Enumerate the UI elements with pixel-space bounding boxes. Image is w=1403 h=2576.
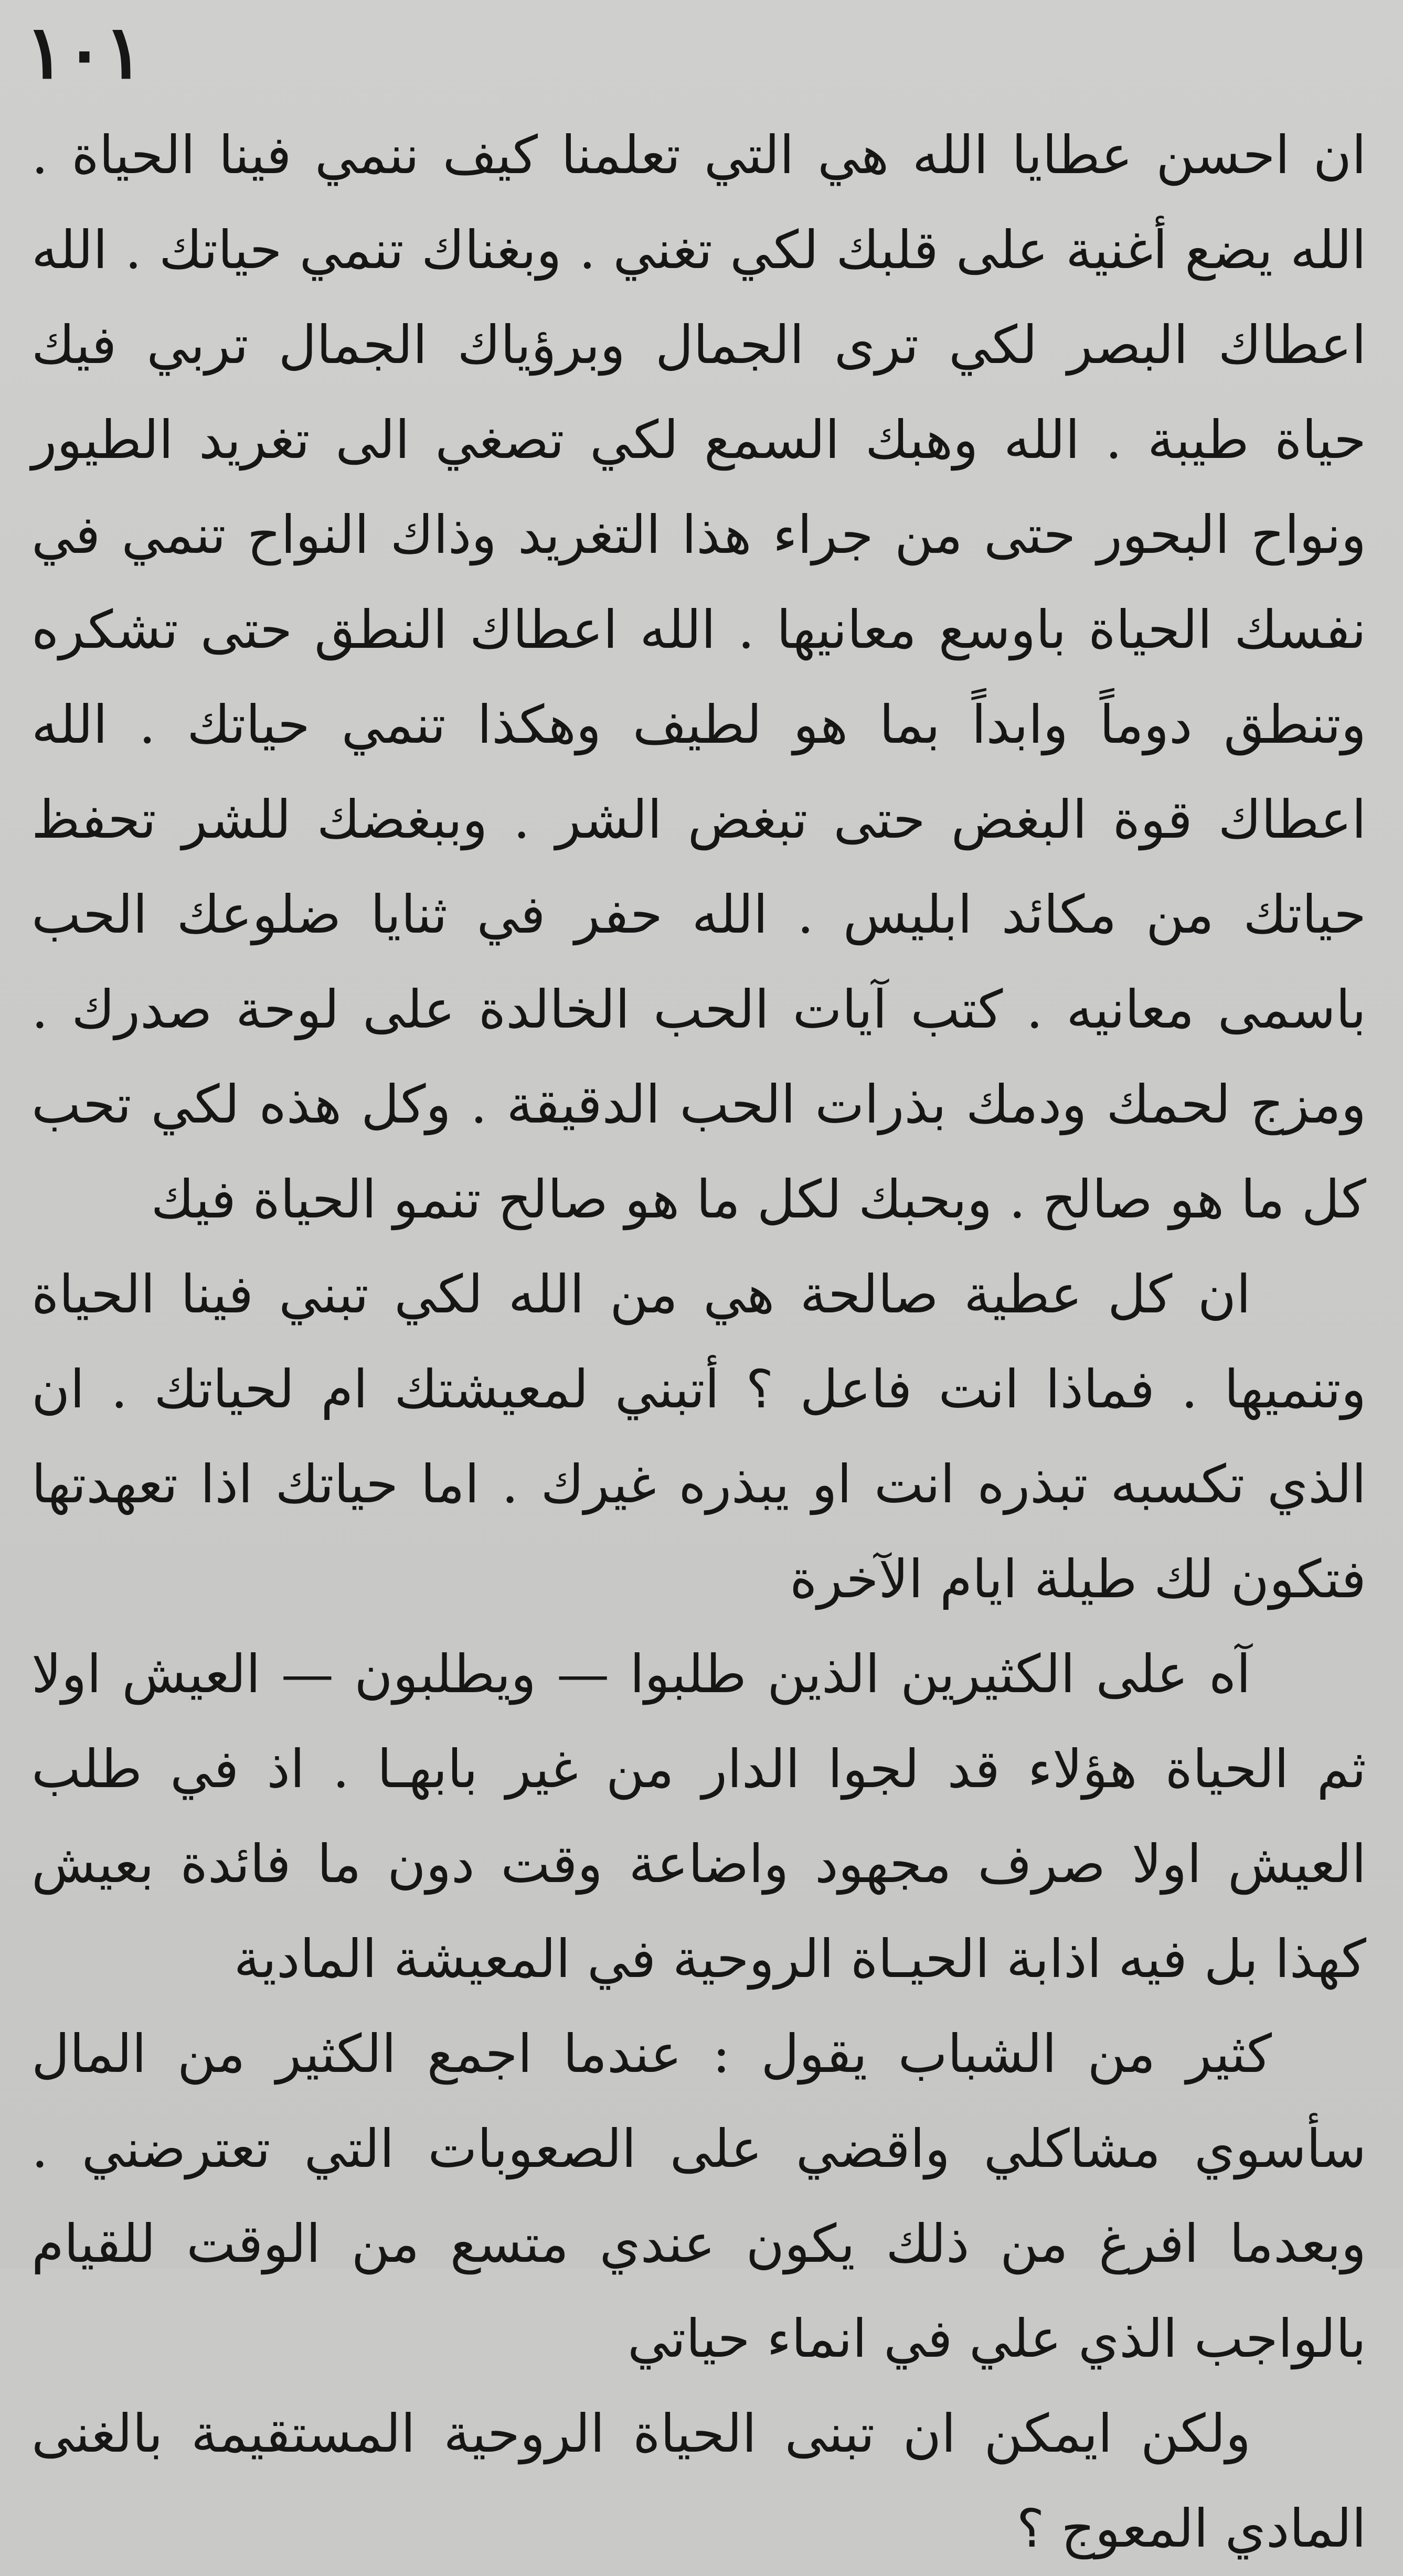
page-number: ١٠١ xyxy=(25,9,144,95)
paragraph-3: آه على الكثيرين الذين طلبوا — ويطلبون — العيش اولا ثم الحياة هؤلاء قد لجوا الدار من غير بابهـا . اذ في طلب العيش اولا صرف مجهود واضاعة وقت دون ما فائدة بعيش كهذا بل فيه اذابة الحيـاة الروحية في المعيشة المادية xyxy=(31,1643,1366,1990)
paragraph-4: كثير من الشباب يقول : عندما اجمع الكثير من المال سأسوي مشاكلي واقضي على الصعوبات التي تعترضني . وبعدما افرغ من ذلك يكون عندي متسع من الوقت للقيام بالواجب الذي علي في انماء حياتي xyxy=(31,2023,1366,2369)
paragraph-1: ان احسن عطايا الله هي التي تعلمنا كيف ننمي فينا الحياة . الله يضع أغنية على قلبك لكي تغني . وبغناك تنمي حياتك . الله اعطاك البصر لكي ترى الجمال وبرؤياك الجمال تربي فيك حياة طيبة . الله وهبك السمع لكي تصغي الى تغريد الطيور ونواح البحور حتى من جراء هذا التغريد وذاك النواح تنمي في نفسك الحياة باوسع معانيها . الله اعطاك النطق حتى تشكره وتنطق دوماً وابداً بما هو لطيف وهكذا تنمي حياتك . الله اعطاك قوة البغض حتى تبغض الشر . وببغضك للشر تحفظ حياتك من مكائد ابليس . الله حفر في ثنايا ضلوعك الحب باسمى معانيه . كتب آيات الحب الخالدة على لوحة صدرك . ومزج لحمك ودمك بذرات الحب الدقيقة . وكل هذه لكي تحب كل ما هو صالح . وبحبك لكل ما هو صالح تنمو الحياة فيك xyxy=(31,124,1367,1230)
body-text xyxy=(31,108,1366,2576)
paragraph-2: ان كل عطية صالحة هي من الله لكي تبني فينا الحياة وتنميها . فماذا انت فاعل ؟ أتبني لمعيشتك ام لحياتك . ان الذي تكسبه تبذره انت او يبذره غيرك . اما حياتك اذا تعهدتها فتكون لك طيلة ايام الآخرة xyxy=(31,1264,1366,1610)
paragraph-5: ولكن ايمكن ان تبنى الحياة الروحية المستقيمة بالغنى المادي المعوج ؟ xyxy=(31,2403,1366,2559)
